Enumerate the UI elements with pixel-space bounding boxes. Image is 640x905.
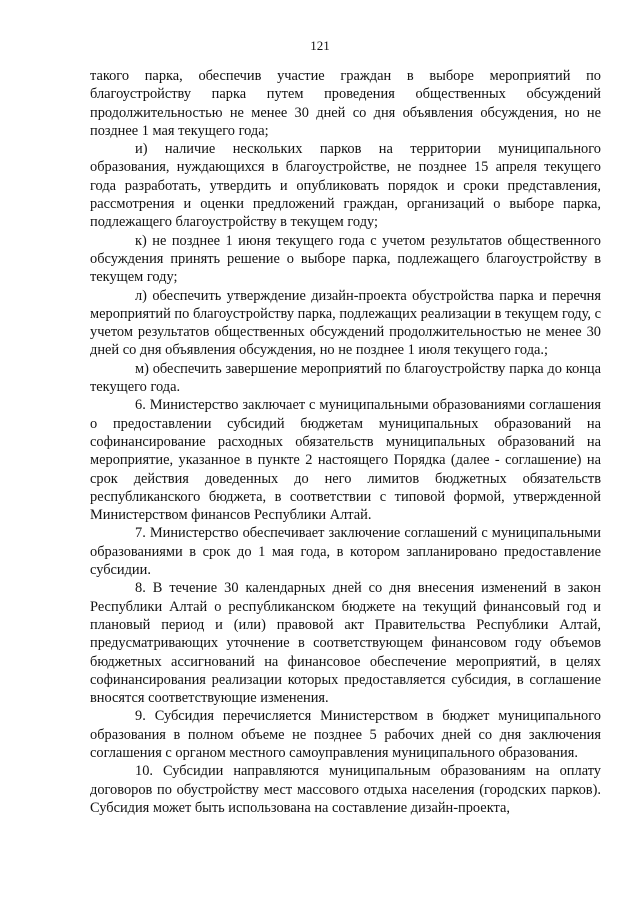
page-number: 121 xyxy=(310,38,330,53)
paragraph: 8. В течение 30 календарных дней со дня внесения изменений в закон Республики Алтай о республиканском бюджете на текущий финансовый год и плановый период и (или) правовой акт Правительства Республики Алтай, предусматривающих уточнение в соответствующем финансовом году объемов бюджетных ассигнований на финансовое обеспечение мероприятий, в целях софинансирования реализации которых предоставляется субсидия, в соглашение вносятся соответствующие изменения. xyxy=(90,580,601,707)
document-body xyxy=(90,67,601,817)
paragraph: к) не позднее 1 июня текущего года с учетом результатов общественного обсуждения принять решение о выборе парка, подлежащего благоустройству в текущем году; xyxy=(90,232,601,286)
paragraph: 6. Министерство заключает с муниципальными образованиями соглашения о предоставлении субсидий бюджетам муниципальных образований на софинансирование расходных обязательств муниципальных образований на мероприятие, указанное в пункте 2 настоящего Порядка (далее - соглашение) на срок действия доведенных до него лимитов бюджетных обязательств республиканского бюджета, в соответствии с типовой формой, утвержденной Министерством финансов Республики Алтай. xyxy=(90,397,601,524)
paragraph: 7. Министерство обеспечивает заключение соглашений с муниципальными образованиями в срок до 1 мая года, в котором запланировано предоставление субсидии. xyxy=(90,525,601,579)
paragraph: и) наличие нескольких парков на территории муниципального образования, нуждающихся в благоустройстве, не позднее 15 апреля текущего года разработать, утвердить и опубликовать порядок и сроки представления, рассмотрения и оценки предложений граждан, организаций о выборе парка, подлежащего благоустройству в текущем году; xyxy=(90,141,601,231)
paragraph: л) обеспечить утверждение дизайн-проекта обустройства парка и перечня мероприятий по благоустройству парка, подлежащих реализации в текущем году, с учетом результатов общественных обсуждений продолжительностью не менее 30 дней со дня объявления обсуждения, но не позднее 1 июля текущего года.; xyxy=(90,287,601,359)
paragraph: м) обеспечить завершение мероприятий по благоустройству парка до конца текущего года. xyxy=(90,360,601,396)
paragraph: такого парка, обеспечив участие граждан в выборе мероприятий по благоустройству парка путем проведения общественных обсуждений продолжительностью не менее 30 дней со дня объявления обсуждения, но не позднее 1 мая текущего года; xyxy=(90,68,601,139)
paragraph: 10. Субсидии направляются муниципальным образованиям на оплату договоров по обустройству мест массового отдыха населения (городских парков). Субсидия может быть использована на составление дизайн-проекта, xyxy=(90,763,601,816)
paragraph: 9. Субсидия перечисляется Министерством в бюджет муниципального образования в полном объеме не позднее 5 рабочих дней со дня заключения соглашения с органом местного самоуправления муниципального образования. xyxy=(90,708,601,761)
